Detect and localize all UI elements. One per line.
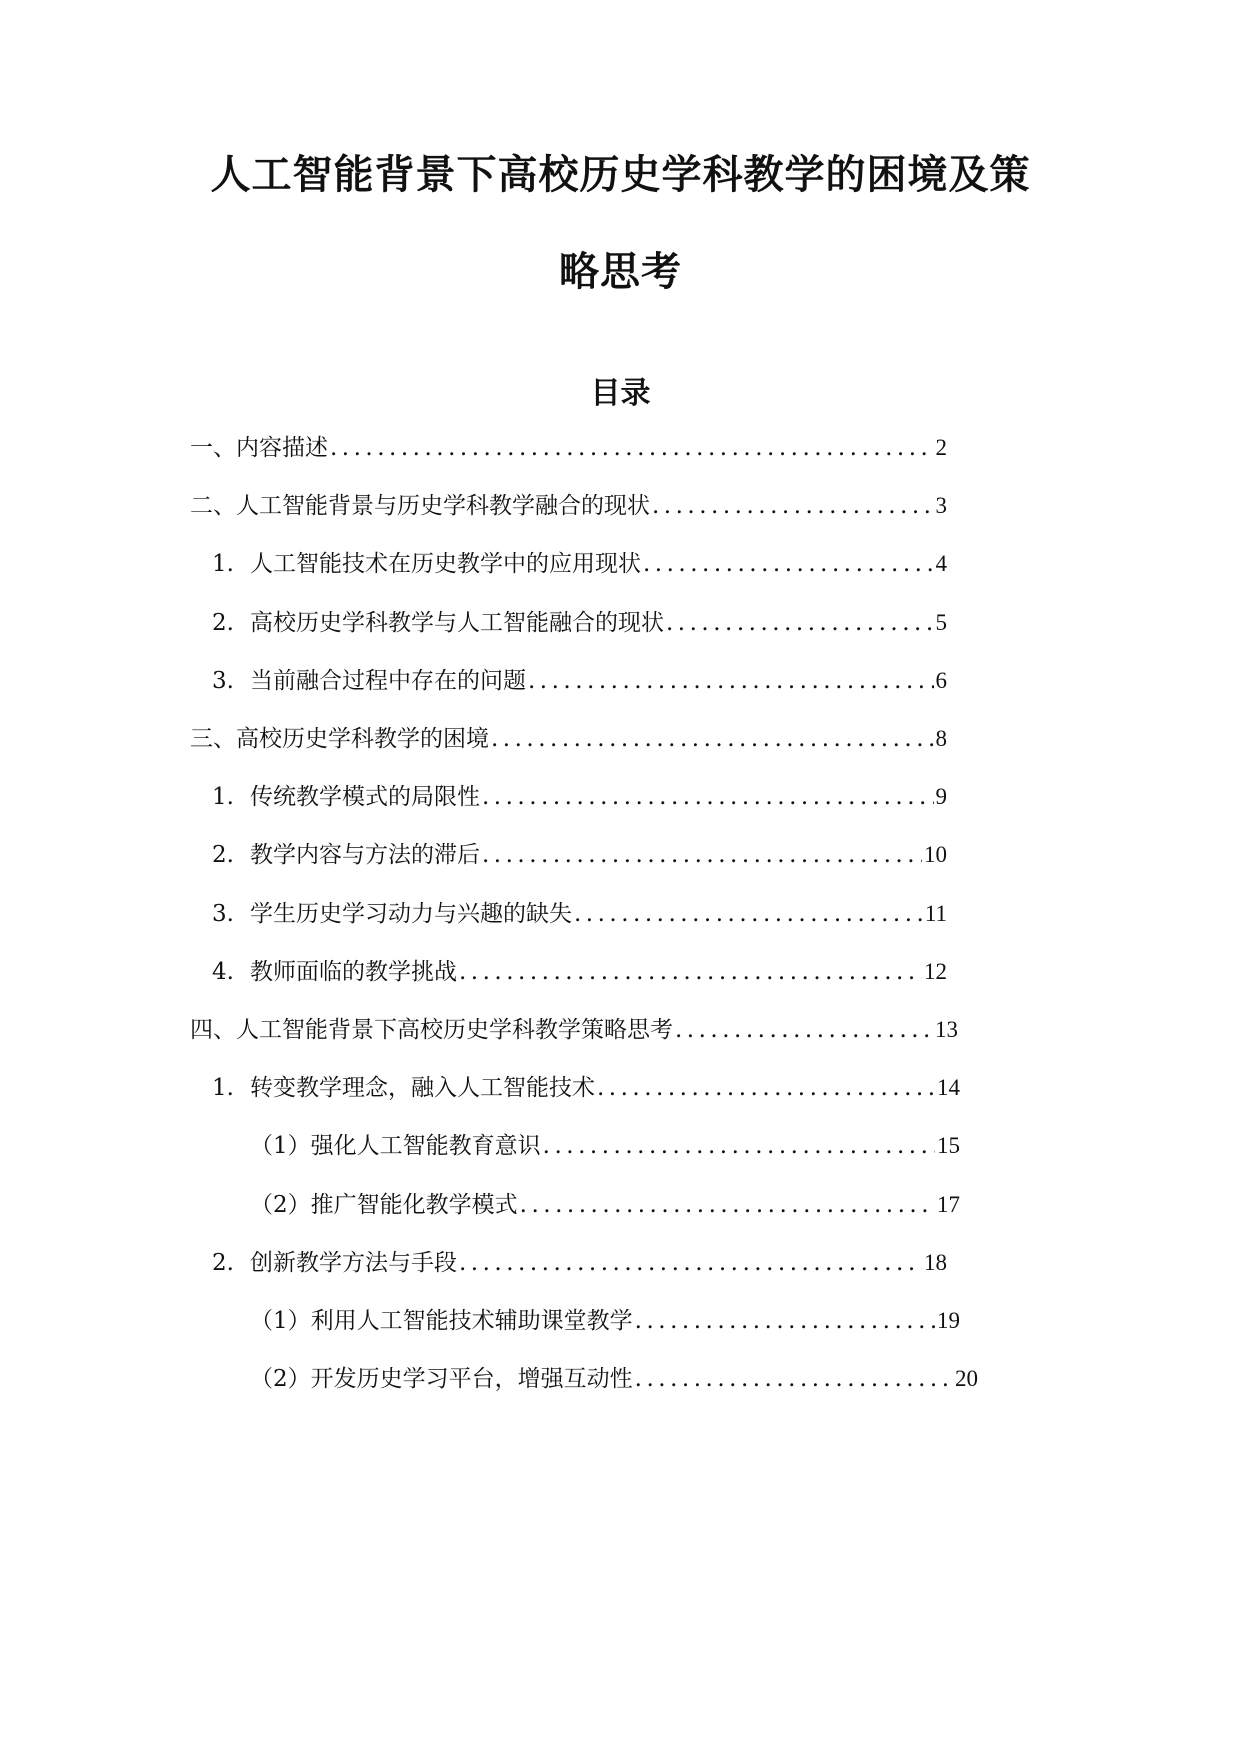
- toc-page-number: 8: [935, 726, 947, 751]
- toc-dot-leader: [597, 1073, 935, 1103]
- toc-dot-leader: [491, 724, 934, 754]
- toc-page-number: 2: [935, 435, 947, 460]
- toc-page-number: 15: [937, 1133, 960, 1158]
- toc-dot-leader: [482, 782, 934, 812]
- toc-page-number: 12: [924, 959, 947, 984]
- toc-entry-title: 高校历史学科教学与人工智能融合的现状: [250, 610, 664, 636]
- toc-entry-title: 创新教学方法与手段: [250, 1250, 457, 1276]
- toc-dot-leader: [482, 840, 922, 870]
- toc-entry[interactable]: [250, 1306, 960, 1336]
- toc-dot-leader: [330, 433, 934, 463]
- toc-entry[interactable]: [250, 1190, 960, 1220]
- toc-page-number: 9: [935, 784, 947, 809]
- toc-dot-leader: [459, 1248, 922, 1278]
- toc-entry-title: （2）推广智能化教学模式: [250, 1192, 518, 1218]
- toc-entry[interactable]: [212, 782, 947, 812]
- toc-entry-number: 2.: [212, 842, 234, 868]
- toc-page-number: 14: [937, 1075, 960, 1100]
- toc-page-number: 17: [937, 1192, 960, 1217]
- toc-entry[interactable]: [212, 840, 947, 870]
- toc-entry-title: 二、人工智能背景与历史学科教学融合的现状: [190, 493, 650, 519]
- toc-dot-leader: [643, 549, 934, 579]
- toc-page-number: 19: [937, 1308, 960, 1333]
- toc-page-number: 5: [935, 610, 947, 635]
- toc-page-number: 6: [935, 668, 947, 693]
- toc-entry[interactable]: [250, 1364, 978, 1394]
- toc-dot-leader: [635, 1364, 953, 1394]
- toc-entry[interactable]: [212, 957, 947, 987]
- toc-dot-leader: [520, 1190, 935, 1220]
- toc-entry[interactable]: [190, 1015, 958, 1045]
- toc-entry[interactable]: [212, 549, 947, 579]
- toc-entry-title: （1）强化人工智能教育意识: [250, 1133, 541, 1159]
- toc-page-number: 20: [955, 1366, 978, 1391]
- toc-entry-number: 1.: [212, 551, 234, 577]
- toc-entry-title: （2）开发历史学习平台，增强互动性: [250, 1366, 633, 1392]
- toc-entry-number: 3.: [212, 668, 234, 694]
- toc-dot-leader: [652, 491, 934, 521]
- toc-entry[interactable]: [250, 1131, 960, 1161]
- toc-entry-number: 1.: [212, 1075, 234, 1101]
- toc-page-number: 18: [924, 1250, 947, 1275]
- toc-dot-leader: [666, 608, 934, 638]
- toc-entry-title: 教师面临的教学挑战: [250, 959, 457, 985]
- toc-entry-number: 3.: [212, 901, 234, 927]
- toc-dot-leader: [543, 1131, 935, 1161]
- toc-entry-title: 教学内容与方法的滞后: [250, 842, 480, 868]
- toc-entry[interactable]: [212, 1248, 947, 1278]
- toc-entry-title: （1）利用人工智能技术辅助课堂教学: [250, 1308, 633, 1334]
- toc-entry-title: 三、高校历史学科教学的困境: [190, 726, 489, 752]
- toc-dot-leader: [574, 899, 923, 929]
- toc-dot-leader: [635, 1306, 935, 1336]
- toc-entry-number: 2.: [212, 1250, 234, 1276]
- toc-heading: 目录: [590, 376, 651, 411]
- document-title-line-1: 人工智能背景下高校历史学科教学的困境及策: [210, 151, 1031, 198]
- toc-dot-leader: [675, 1015, 933, 1045]
- toc-page-number: 10: [924, 842, 947, 867]
- toc-entry[interactable]: [212, 1073, 960, 1103]
- toc-entry-number: 1.: [212, 784, 234, 810]
- toc-entry[interactable]: [212, 666, 947, 696]
- toc-entry[interactable]: [190, 433, 947, 463]
- toc-entry-title: 当前融合过程中存在的问题: [250, 668, 526, 694]
- toc-entry[interactable]: [190, 724, 947, 754]
- toc-entry-title: 一、内容描述: [190, 435, 328, 461]
- toc-page-number: 13: [935, 1017, 958, 1042]
- toc-page-number: 11: [924, 901, 947, 926]
- toc-entry[interactable]: [190, 491, 947, 521]
- toc-entry-number: 4.: [212, 959, 234, 985]
- toc-entry-number: 2.: [212, 610, 234, 636]
- toc-entry-title: 四、人工智能背景下高校历史学科教学策略思考: [190, 1017, 673, 1043]
- toc-entry-title: 学生历史学习动力与兴趣的缺失: [250, 901, 572, 927]
- toc-entry-title: 传统教学模式的局限性: [250, 784, 480, 810]
- toc-entry[interactable]: [212, 899, 947, 929]
- toc-entry-title: 人工智能技术在历史教学中的应用现状: [250, 551, 641, 577]
- toc-dot-leader: [528, 666, 934, 696]
- document-title-line-2: 略思考: [559, 248, 682, 295]
- toc-page-number: 3: [935, 493, 947, 518]
- toc-dot-leader: [459, 957, 922, 987]
- toc-page-number: 4: [935, 551, 947, 576]
- toc-entry[interactable]: [212, 608, 947, 638]
- toc-entry-title: 转变教学理念，融入人工智能技术: [250, 1075, 595, 1101]
